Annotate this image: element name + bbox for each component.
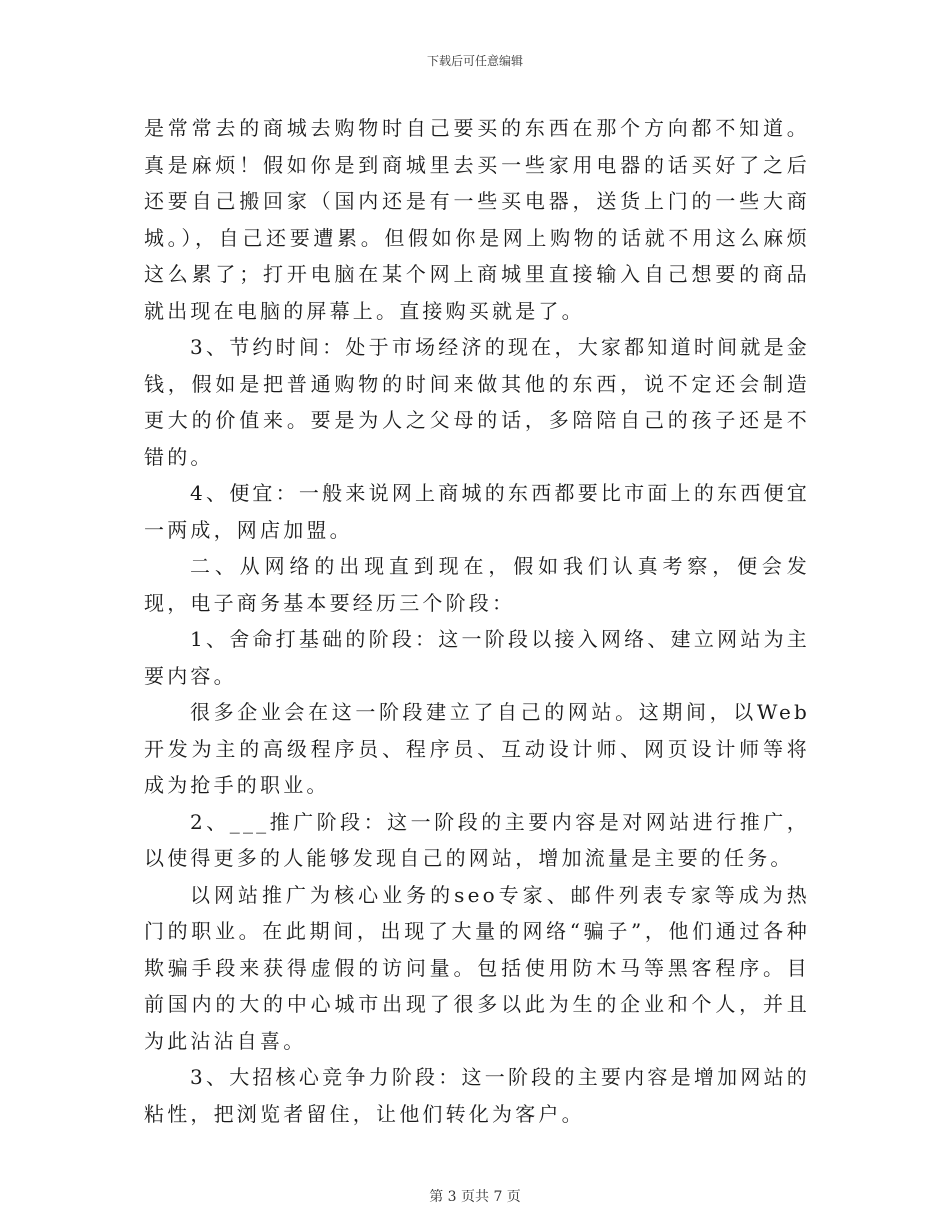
paragraph-continued: 是常常去的商城去购物时自己要买的东西在那个方向都不知道。真是麻烦！假如你是到商城里去买一些家用电器的话买好了之后还要自己搬回家（国内还是有一些买电器，送货上门的一些大商城。），自己还要遭累。但假如你是网上购物的话就不用这么麻烦这么累了；打开电脑在某个网上商城里直接输入自己想要的商品就出现在电脑的屏幕上。直接购买就是了。	[144, 116, 810, 323]
paragraph-cheap: 4、便宜：一般来说网上商城的东西都要比市面上的东西便宜一两成，网店加盟。	[144, 481, 810, 542]
paragraph-stage-two: 2、___推广阶段：这一阶段的主要内容是对网站进行推广，以使得更多的人能够发现自己的网站，增加流量是主要的任务。	[144, 809, 810, 870]
paragraph-stage-one-detail: 很多企业会在这一阶段建立了自己的网站。这期间，以Web开发为主的高级程序员、程序员、互动设计师、网页设计师等将成为抢手的职业。	[144, 700, 810, 797]
page-header: 下载后可任意编辑	[426, 54, 523, 68]
paragraph-stage-three: 3、大招核心竞争力阶段：这一阶段的主要内容是增加网站的粘性，把浏览者留住，让他们转化为客户。	[144, 1065, 810, 1126]
paragraph-three-stages-intro: 二、从网络的出现直到现在，假如我们认真考察，便会发现，电子商务基本要经历三个阶段：	[144, 554, 810, 615]
page-footer: 第 3 页共 7 页	[429, 1189, 521, 1205]
paragraph-stage-two-detail: 以网站推广为核心业务的seo专家、邮件列表专家等成为热门的职业。在此期间，出现了大量的网络“骗子”，他们通过各种欺骗手段来获得虚假的访问量。包括使用防木马等黑客程序。目前国内的大的中心城市出现了很多以此为生的企业和个人，并且为此沾沾自喜。	[144, 882, 810, 1053]
document-body	[144, 110, 810, 1132]
paragraph-save-time: 3、节约时间：处于市场经济的现在，大家都知道时间就是金钱，假如是把普通购物的时间来做其他的东西，说不定还会制造更大的价值来。要是为人之父母的话，多陪陪自己的孩子还是不错的。	[144, 335, 810, 469]
paragraph-stage-one: 1、舍命打基础的阶段：这一阶段以接入网络、建立网站为主要内容。	[144, 627, 810, 688]
